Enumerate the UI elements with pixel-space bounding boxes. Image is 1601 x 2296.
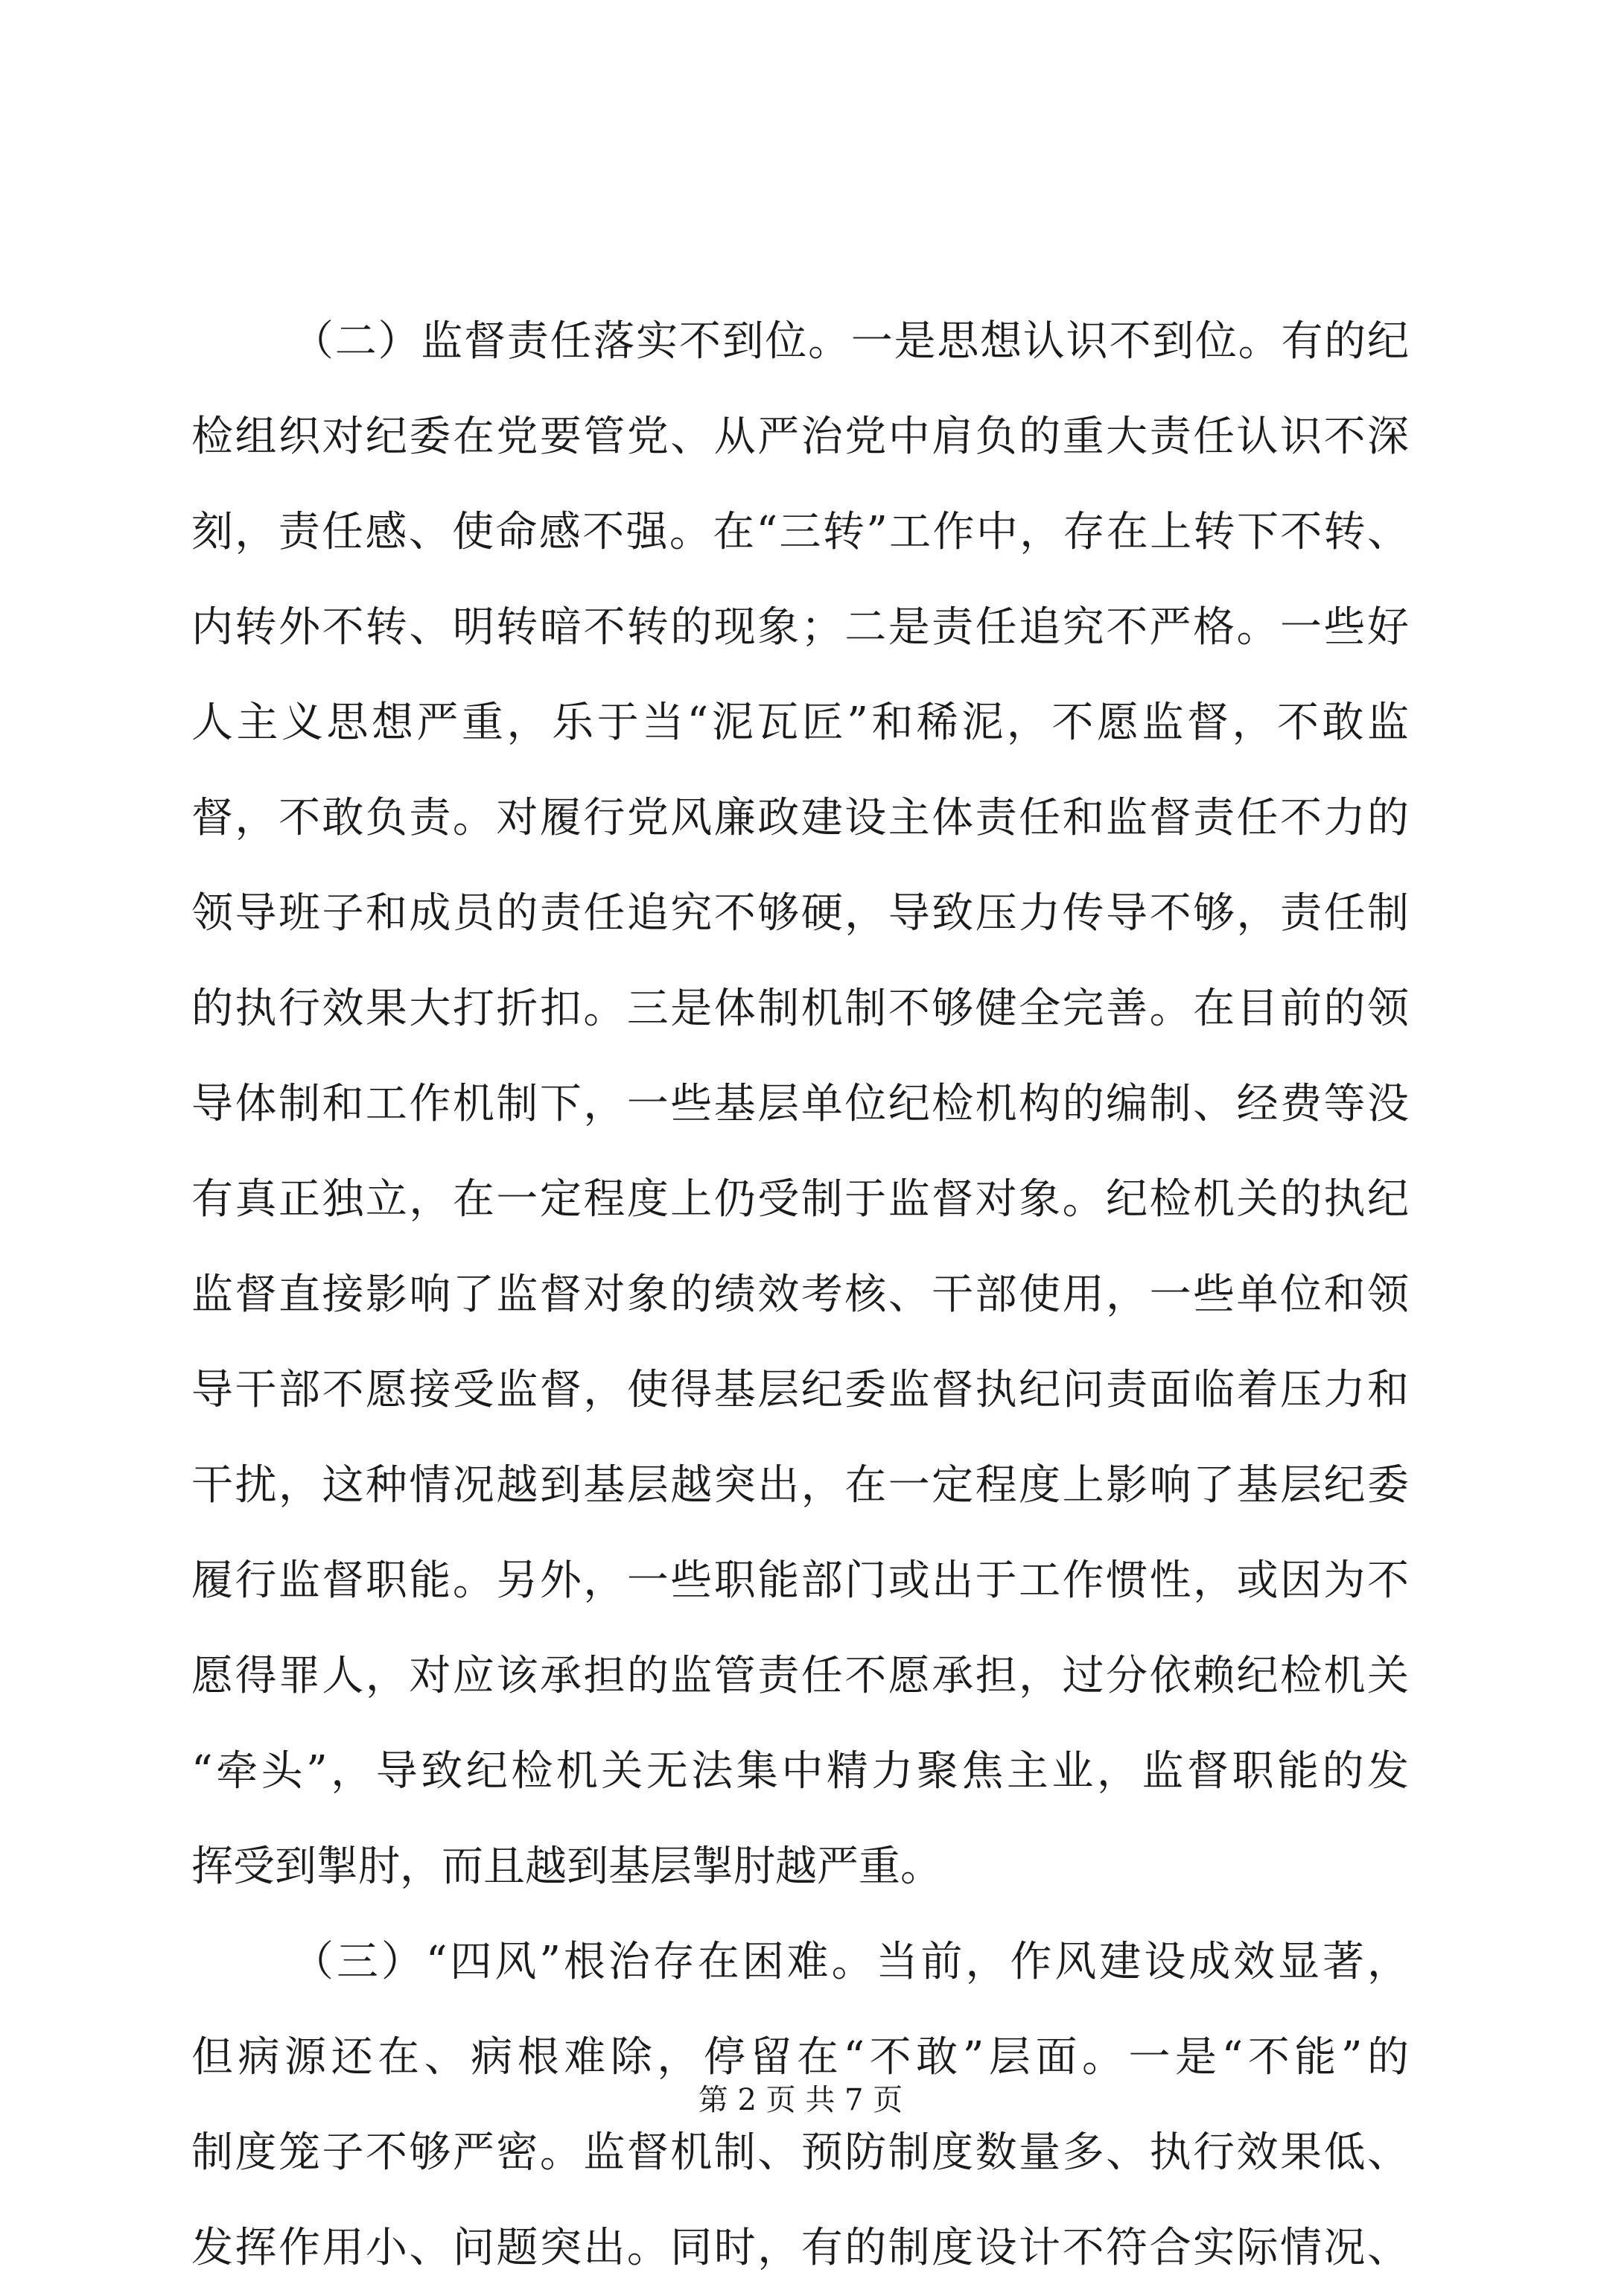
paragraph-line: 但病源还在、病根难除，停留在“不敢”层面。一是“不能”的: [191, 2033, 1409, 2082]
paragraph-line: （二）监督责任落实不到位。一是思想认识不到位。有的纪: [292, 317, 1409, 366]
paragraph-line: 检组织对纪委在党要管党、从严治党中肩负的重大责任认识不深: [191, 413, 1409, 461]
paragraph-line: 有真正独立，在一定程度上仍受制于监督对象。纪检机关的执纪: [191, 1175, 1409, 1224]
paragraph-line: “牵头”，导致纪检机关无法集中精力聚焦主业，监督职能的发: [191, 1747, 1409, 1796]
paragraph-line: （三）“四风”根治存在困难。当前，作风建设成效显著，: [292, 1938, 1409, 1986]
paragraph-line: 的执行效果大打折扣。三是体制机制不够健全完善。在目前的领: [191, 985, 1409, 1033]
page-footer: 第 2 页 共 7 页: [698, 2083, 903, 2117]
paragraph-line: 导干部不愿接受监督，使得基层纪委监督执纪问责面临着压力和: [191, 1366, 1409, 1414]
paragraph-line: 内转外不转、明转暗不转的现象；二是责任追究不严格。一些好: [191, 603, 1409, 652]
paragraph-line: 干扰，这种情况越到基层越突出，在一定程度上影响了基层纪委: [191, 1461, 1409, 1510]
paragraph-line: 督，不敢负责。对履行党风廉政建设主体责任和监督责任不力的: [191, 794, 1409, 842]
paragraph-line: 导体制和工作机制下，一些基层单位纪检机构的编制、经费等没: [191, 1080, 1409, 1128]
paragraph-line: 监督直接影响了监督对象的绩效考核、干部使用，一些单位和领: [191, 1271, 1409, 1319]
paragraph-line: 人主义思想严重，乐于当“泥瓦匠”和稀泥，不愿监督，不敢监: [191, 699, 1409, 747]
paragraph-line: 履行监督职能。另外，一些职能部门或出于工作惯性，或因为不: [191, 1556, 1409, 1605]
paragraph-line: 领导班子和成员的责任追究不够硬，导致压力传导不够，责任制: [191, 889, 1409, 938]
paragraph-line: 制度笼子不够严密。监督机制、预防制度数量多、执行效果低、: [191, 2128, 1409, 2177]
paragraph-line: 挥受到掣肘，而且越到基层掣肘越严重。: [191, 1842, 942, 1891]
paragraph-line: 刻，责任感、使命感不强。在“三转”工作中，存在上转下不转、: [191, 508, 1409, 556]
paragraph-line: 愿得罪人，对应该承担的监管责任不愿承担，过分依赖纪检机关: [191, 1652, 1409, 1700]
paragraph-line: 发挥作用小、问题突出。同时，有的制度设计不符合实际情况、: [191, 2224, 1409, 2272]
body-text: [191, 294, 1409, 2296]
